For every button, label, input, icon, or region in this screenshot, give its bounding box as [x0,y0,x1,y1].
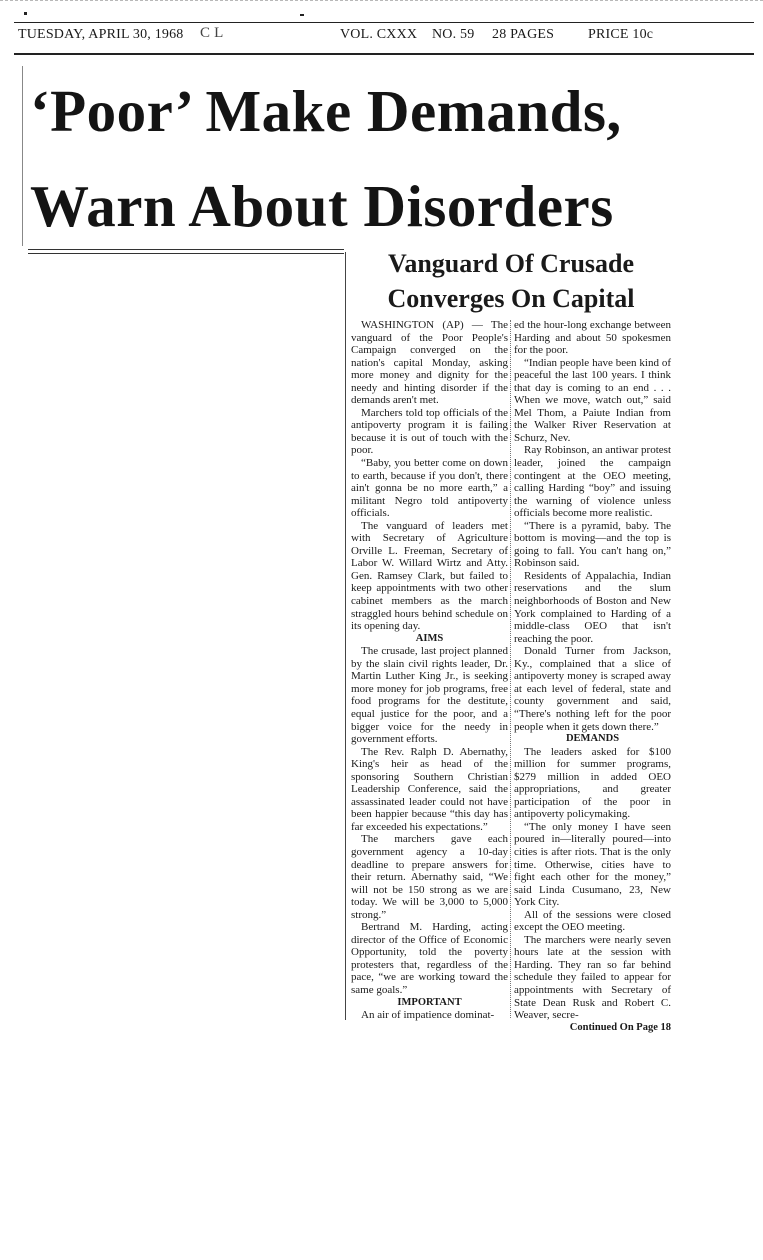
column-gutter [510,320,511,1018]
page-count: 28 PAGES [492,27,555,42]
top-dotted-edge [0,0,763,7]
article-column-1 [351,319,508,1022]
article-paragraph: The leaders asked for $100 million for summer programs, $279 million in added OEO appropriations, and greater participation of the poor in antipoverty policymaking. [514,745,671,821]
column-rule [345,252,346,1020]
masthead-dateline [14,22,754,55]
article-paragraph: “The only money I have seen poured in—literally poured—into cities is after riots. That is the only time. Otherwise, cities have to fight each other for the money,” said Linda Cusumano, 23, New York City. [514,820,671,909]
volume-number: VOL. CXXX [340,27,418,42]
headline-line-1: ‘Poor’ Make Demands, [30,78,622,144]
headline-rule [28,249,344,254]
issue-date: TUESDAY, APRIL 30, 1968 [18,27,184,42]
article-paragraph: The crusade, last project planned by the slain civil rights leader, Dr. Martin Luther King Jr., is seeking more money for job programs, free food programs for the destitute, equal justice for the poor, and a bigger voice for the needy in government efforts. [351,645,508,746]
article-column-2 [514,319,671,1034]
subhead-line-2: Converges On Capital [387,284,635,313]
article-paragraph: Residents of Appalachia, Indian reservations and the slum neighborhoods of Boston and New York complained to Harding of a middle-class OEO that isn't reaching the poor. [514,569,671,645]
article-paragraph: Marchers told top officials of the antipoverty program it is failing because it is out of touch with the poor. [351,406,508,457]
article-paragraph: Ray Robinson, an antiwar protest leader, joined the campaign contingent at the OEO meeting, calling Harding “boy” and issuing the warning of violence unless officials become more realistic. [514,444,671,520]
issue-number: NO. 59 [432,27,475,42]
section-heading: AIMS [415,632,444,644]
article-paragraph: An air of impatience dominat- [361,1009,495,1022]
article-paragraph: All of the sessions were closed except the OEO meeting. [514,908,671,934]
section-heading: DEMANDS [565,733,620,745]
article-paragraph: “Baby, you better come on down to earth, because if you don't, there ain't gonna be no more earth,” a militant Negro told antipoverty officials. [351,457,508,520]
left-margin-rule [22,66,23,246]
article-paragraph: ed the hour-long exchange between Harding and about 50 spokesmen for the poor. [514,319,671,357]
article-paragraph: The Rev. Ralph D. Abernathy, King's heir as head of the sponsoring Southern Christian Leadership Conference, said the assassinated leader could not have been happier because “this day has far exceeded his expectations.” [351,745,508,833]
subheadline [352,246,670,316]
article-paragraph: Bertrand M. Harding, acting director of the Office of Economic Opportunity, told the poverty protesters that, regardless of the pace, “we are working toward the same goals.” [351,921,508,996]
subhead-line-1: Vanguard Of Crusade [387,249,635,278]
print-speck [300,14,304,16]
section-heading: IMPORTANT [397,996,462,1008]
article-paragraph: WASHINGTON (AP) — The vanguard of the Poor People's Campaign converged on the nation's capital Monday, asking more money and dignity for the needy and hinting disorder if the demands aren't met. [351,319,508,407]
article-paragraph: “There is a pyramid, baby. The bottom is moving—and the top is going to fall. You can't hang on,” Robinson said. [514,519,671,570]
article-paragraph: The marchers were nearly seven hours late at the session with Harding. They ran so far behind schedule they failed to appear for appointments with Secretary of State Dean Rusk and Robert C. Weaver, secre- [514,933,671,1022]
main-headline [30,64,750,254]
continued-line: Continued On Page 18 [569,1021,671,1033]
article-paragraph: “Indian people have been kind of peaceful the last 100 years. I think that day is coming to an end . . . When we move, watch out,” said Mel Thom, a Paiute Indian from the Walker River Reservation at Schurz, Nev. [514,356,671,444]
article-paragraph: Donald Turner from Jackson, Ky., complained that a slice of antipoverty money is scraped away at each level of federal, state and county government and said, “There's nothing left for the poor people when it gets down there.” [514,645,671,733]
handwritten-annotation: C L [200,25,224,41]
print-speck [24,12,27,15]
article-paragraph: The marchers gave each government agency a 10-day deadline to prepare answers for their return. Abernathy said, “We will not be 150 strong as we are today. We will be 3,000 to 5,000 strong.” [351,833,508,921]
headline-line-2: Warn About Disorders [30,173,614,239]
price: PRICE 10c [588,27,654,42]
article-paragraph: The vanguard of leaders met with Secretary of Agriculture Orville L. Freeman, Secretary of Labor W. Willard Wirtz and Atty. Gen. Ramsey Clark, but failed to keep appointments with two other cabinet members as the march straggled hours behind schedule on its opening day. [351,519,508,633]
